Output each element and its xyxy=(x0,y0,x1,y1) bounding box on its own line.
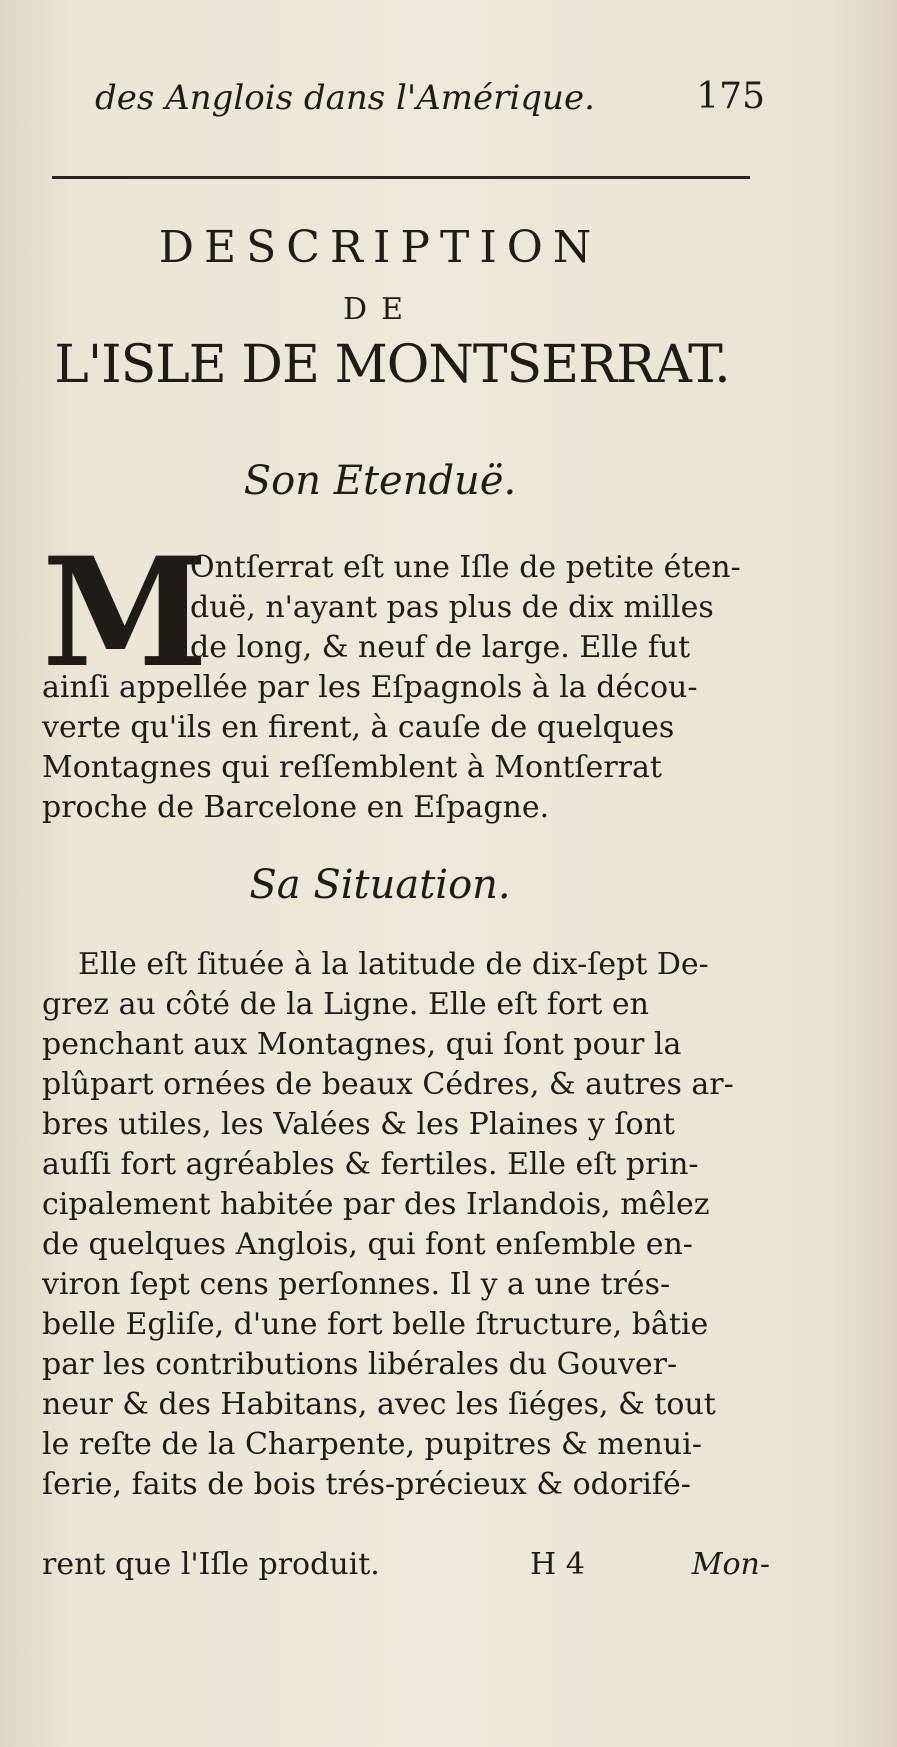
text-line: cipalement habitée par des Irlandois, mêlez xyxy=(42,1187,710,1222)
drop-cap: M xyxy=(42,525,209,701)
text-line: viron ſept cens perſonnes. Il y a une trés- xyxy=(42,1267,671,1302)
running-head-title: des Anglois dans l'Amérique. xyxy=(95,78,595,118)
running-head xyxy=(95,78,765,118)
text-line: auſſi fort agréables & fertiles. Elle eſt prin- xyxy=(42,1147,699,1182)
text-line: le reſte de la Charpente, pupitres & menui- xyxy=(42,1427,702,1462)
title-de: DE xyxy=(343,292,417,327)
text-line: penchant aux Montagnes, qui ſont pour la xyxy=(42,1027,682,1062)
text-line: Ontſerrat eſt une Iſle de petite éten- xyxy=(190,550,741,585)
paragraph-extent xyxy=(42,525,782,828)
section-heading-extent: Son Etenduë. xyxy=(243,458,517,504)
title-island: L'ISLE DE MONTSERRAT. xyxy=(54,335,730,395)
text-line: verte qu'ils en firent, à cauſe de quelques xyxy=(42,710,675,745)
text-line: bres utiles, les Valées & les Plaines y ſont xyxy=(42,1107,675,1142)
text-line: de quelques Anglois, qui font enſemble en- xyxy=(42,1227,693,1262)
section-heading-situation: Sa Situation. xyxy=(249,862,511,908)
text-line: Montagnes qui reſſemblent à Montſerrat xyxy=(42,750,662,785)
text-line: par les contributions libérales du Gouver- xyxy=(42,1347,678,1382)
header-rule xyxy=(52,176,750,179)
text-line: Elle eſt ſituée à la latitude de dix-ſept De- xyxy=(78,947,709,982)
catchword: Mon- xyxy=(691,1547,770,1582)
signature-mark: H 4 xyxy=(530,1547,585,1582)
text-line: ſerie, faits de bois trés-précieux & odorifé- xyxy=(42,1467,691,1502)
paragraph-situation xyxy=(42,945,782,1505)
text-line: grez au côté de la Ligne. Elle eſt fort en xyxy=(42,987,649,1022)
title-description: DESCRIPTION xyxy=(158,222,602,273)
text-line: ainſi appellée par les Eſpagnols à la décou- xyxy=(42,670,698,705)
text-line: duë, n'ayant pas plus de dix milles xyxy=(190,590,714,625)
text-line: rent que l'Iſle produit. xyxy=(42,1547,380,1582)
page-number: 175 xyxy=(696,76,765,117)
text-line: belle Egliſe, d'une fort belle ſtructure, bâtie xyxy=(42,1307,709,1342)
text-line: de long, & neuf de large. Elle fut xyxy=(190,630,691,665)
text-line: neur & des Habitans, avec les ſiéges, & tout xyxy=(42,1387,716,1422)
text-line: proche de Barcelone en Eſpagne. xyxy=(42,790,550,825)
last-line-with-signature xyxy=(42,1547,782,1582)
text-line: plûpart ornées de beaux Cédres, & autres ar- xyxy=(42,1067,734,1102)
